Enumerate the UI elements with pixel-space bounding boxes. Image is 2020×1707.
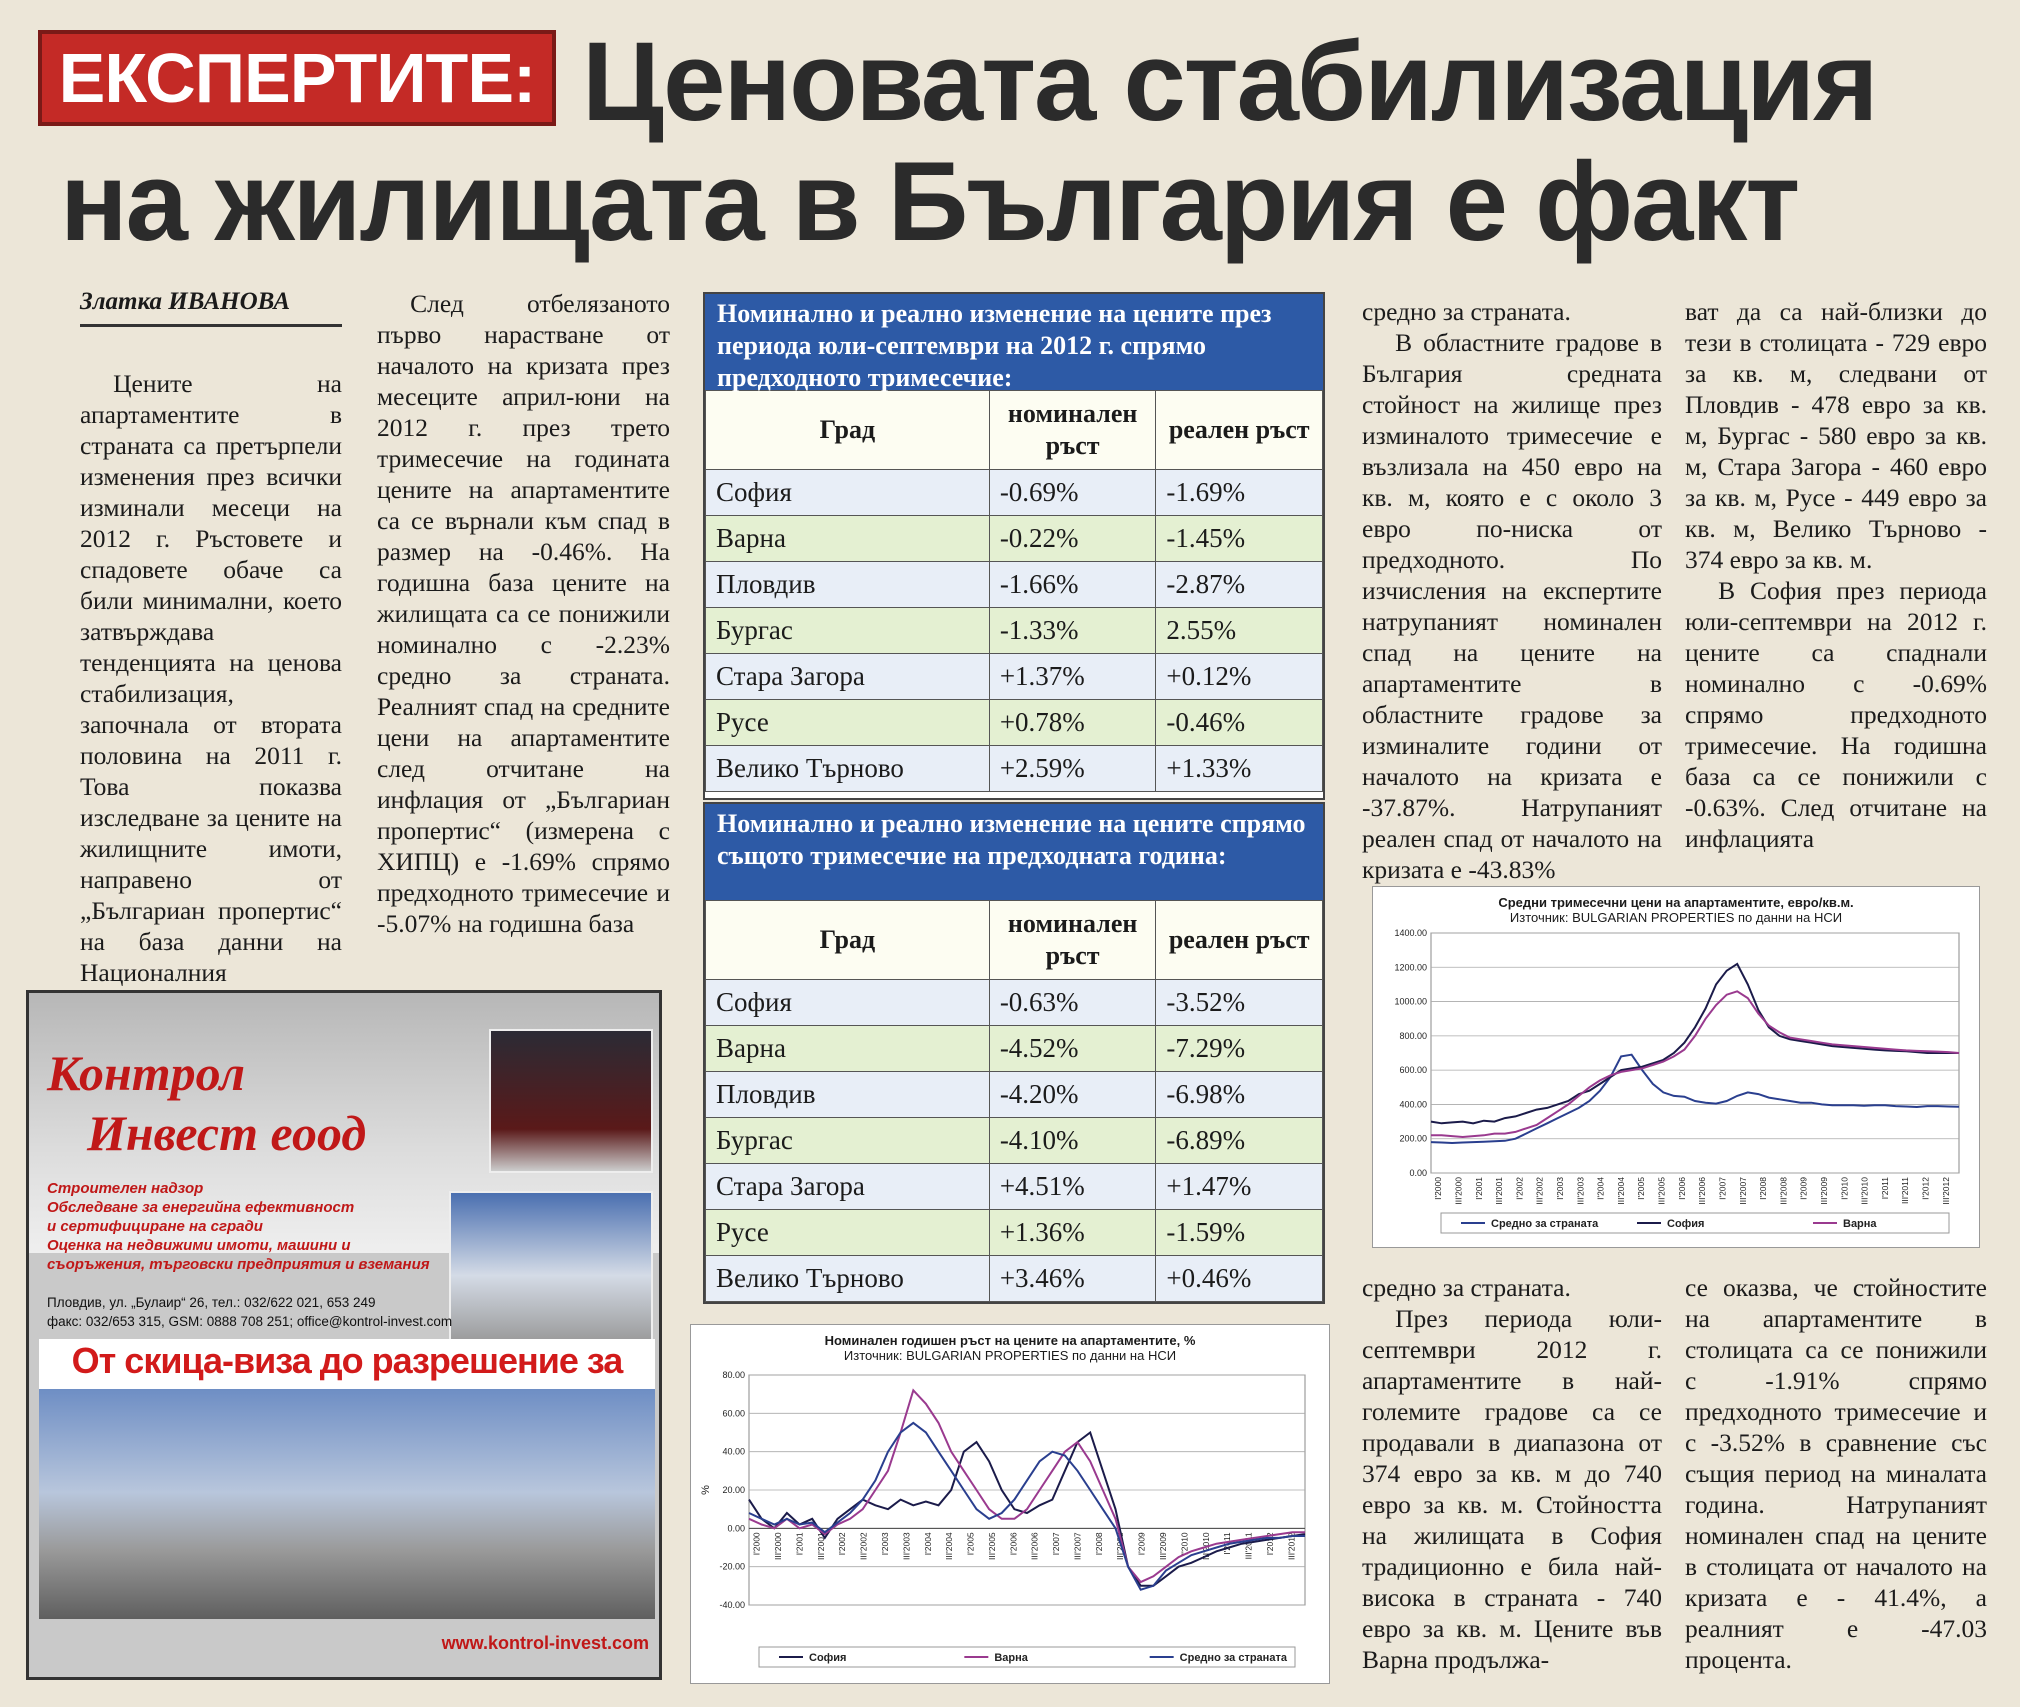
article-paragraph: През периода юли-септември 2012 г. апартаментите в най-големите градове са се продавали в диапазона от 374 евро за кв. м до 740 евро за кв. м. Стойността на жилищата в София традиционно е била най-висока в страната - 740 евро за кв. м. Цените във Варна продължа- xyxy=(1362,1304,1662,1674)
cell-real: +0.12% xyxy=(1156,654,1323,700)
article-column-1 xyxy=(80,368,342,1050)
col-header-city: Град xyxy=(706,901,990,980)
x-tick-label: III'2007 xyxy=(1072,1532,1083,1560)
cell-real: -7.29% xyxy=(1156,1026,1323,1072)
ad-service-item: Оценка на недвижими имоти, машини и xyxy=(47,1237,351,1254)
ad-photo-showroom xyxy=(489,1029,653,1173)
x-tick-label: I'2011 xyxy=(1879,1177,1890,1200)
x-tick-label: I'2002 xyxy=(1514,1177,1525,1200)
x-tick-label: I'2009 xyxy=(1136,1532,1147,1556)
ad-service-item: и сертифициране на сгради xyxy=(47,1218,263,1235)
article-paragraph: ват да са най-близки до тези в столицата - 729 евро за кв. м, следвани от Пловдив - 478 евро за кв. м, Бургас - 580 евро за кв. м, Стара Загора - 460 евро за кв. м, Русе - 449 евро за кв. м, Велико Търново - 374 евро за кв. м. xyxy=(1685,297,1987,574)
cell-real: -1.59% xyxy=(1156,1210,1323,1256)
y-tick-label: 800.00 xyxy=(1399,1030,1427,1041)
y-tick-label: -20.00 xyxy=(719,1561,745,1572)
col-header-nominal: номинален ръст xyxy=(989,391,1156,470)
cell-nominal: +2.59% xyxy=(989,746,1156,792)
header-tag: ЕКСПЕРТИТЕ: xyxy=(38,30,556,126)
x-tick-label: I'2006 xyxy=(1008,1532,1019,1556)
x-tick-label: I'2004 xyxy=(922,1532,933,1556)
x-tick-label: III'2003 xyxy=(901,1532,912,1560)
x-tick-label: I'2001 xyxy=(1473,1177,1484,1200)
table-row xyxy=(706,562,1323,608)
x-tick-label: I'2009 xyxy=(1798,1177,1809,1200)
cell-city: Велико Търново xyxy=(706,746,990,792)
cell-nominal: +1.37% xyxy=(989,654,1156,700)
article-column-2 xyxy=(377,288,670,939)
x-tick-label: III'2008 xyxy=(1778,1177,1789,1205)
article-paragraph: В София през периода юли-септември на 2012 г. цените са спаднали номинално с -0.69% спрямо предходното тримесечие. На годишна база са се понижили с -0.63%. След отчитане на инфлацията xyxy=(1685,576,1987,853)
legend-label: Средно за страната xyxy=(1491,1218,1599,1230)
x-tick-label: I'2007 xyxy=(1717,1177,1728,1200)
y-tick-label: 400.00 xyxy=(1399,1099,1427,1110)
cell-city: Русе xyxy=(706,1210,990,1256)
cell-city: Бургас xyxy=(706,1118,990,1164)
x-tick-label: III'2008 xyxy=(1115,1532,1126,1560)
x-tick-label: III'2003 xyxy=(1575,1177,1586,1205)
ad-logo-line: Контрол xyxy=(47,1045,246,1101)
ad-photo-office xyxy=(39,1389,655,1619)
x-tick-label: III'2006 xyxy=(1029,1532,1040,1560)
table-row xyxy=(706,608,1323,654)
x-tick-label: III'2012 xyxy=(1286,1532,1297,1560)
y-tick-label: 0.00 xyxy=(1409,1168,1427,1178)
x-tick-label: III'2010 xyxy=(1200,1532,1211,1560)
table-row xyxy=(706,516,1323,562)
cell-real: -1.45% xyxy=(1156,516,1323,562)
x-tick-label: III'2010 xyxy=(1859,1177,1870,1205)
article-paragraph: В областните градове в България средната стойност на жилище през изминалото тримесечие е възлизала на 450 евро на кв. м, която е с около 3 евро по-ниска от предходното. По изчисления на експертите натрупаният номинален спад на цените на апартаментите в областните градове за изминалите години от началото на кризата е -37.87%. Натрупаният реален спад от началото на кризата е -43.83% xyxy=(1362,328,1662,884)
x-tick-label: I'2003 xyxy=(1555,1177,1565,1200)
article-paragraph: След отбелязаното първо нарастване от началото на кризата през месеците април-юни на 2012 г. през трето тримесечие на годината цените на апартаментите са се върнали към спад в размер на -0.46%. На годишна база цените на жилищата са се понижили номинално с -2.23% средно за страната. Реалният спад на средните цени на апартаментите след отчитане на инфлация от „Българиан пропертис“ (измерена с ХИПЦ) е -1.69% спрямо предходното тримесечие и -5.07% на годишна база xyxy=(377,289,670,938)
ad-service-item: съоръжения, търговски предприятия и вземания xyxy=(47,1256,430,1273)
article-column-6 xyxy=(1685,1272,1987,1675)
legend-label: Средно за страната xyxy=(1179,1652,1287,1664)
cell-real: -2.87% xyxy=(1156,562,1323,608)
x-tick-label: III'2000 xyxy=(1453,1177,1464,1205)
col-header-nominal: номинален ръст xyxy=(989,901,1156,980)
x-tick-label: I'2005 xyxy=(965,1532,976,1556)
table-row xyxy=(706,1072,1323,1118)
article-paragraph: Цените на апартаментите в страната са претърпели изменения през всички изминали месеци на 2012 г. Ръстовете и спадовете обаче са били минимални, което затвърждава тенденцията на ценова стабилизация, започнала от втората половина на 2011 г. Това показва изследване за цените на жилищните имоти, направено от „Българиан пропертис“ на база данни на Националния xyxy=(80,369,342,987)
cell-nominal: +1.36% xyxy=(989,1210,1156,1256)
author-byline: Златка ИВАНОВА xyxy=(80,288,291,315)
cell-real: -1.69% xyxy=(1156,470,1323,516)
table-row xyxy=(706,980,1323,1026)
x-tick-label: I'2004 xyxy=(1595,1177,1606,1200)
x-tick-label: I'2012 xyxy=(1264,1532,1275,1556)
data-table xyxy=(705,900,1323,1302)
x-tick-label: III'2001 xyxy=(815,1532,826,1560)
x-tick-label: III'2012 xyxy=(1940,1177,1951,1205)
x-tick-label: I'2006 xyxy=(1676,1177,1687,1200)
x-tick-label: III'2002 xyxy=(858,1532,869,1560)
cell-city: Пловдив xyxy=(706,1072,990,1118)
cell-real: -6.89% xyxy=(1156,1118,1323,1164)
y-tick-label: 60.00 xyxy=(722,1408,745,1419)
x-tick-label: III'2005 xyxy=(1656,1177,1667,1205)
ad-service-item: Обследване за енергийна ефективност xyxy=(47,1199,355,1216)
x-tick-label: III'2001 xyxy=(1494,1177,1505,1205)
y-tick-label: 1000.00 xyxy=(1394,996,1427,1007)
table-yearly-change xyxy=(703,802,1325,1304)
x-tick-label: III'2000 xyxy=(773,1532,784,1560)
x-tick-label: III'2004 xyxy=(944,1532,955,1560)
cell-city: Варна xyxy=(706,1026,990,1072)
plot-area xyxy=(1431,933,1959,1173)
author-divider xyxy=(80,324,342,327)
article-paragraph: средно за страната. xyxy=(1362,1273,1571,1302)
legend-label: Варна xyxy=(994,1652,1028,1664)
cell-city: Бургас xyxy=(706,608,990,654)
chart-title: Средни тримесечни цени на апартаментите, евро/кв.м. xyxy=(1498,895,1854,910)
chart-title: Номинален годишен ръст на цените на апартаментите, % xyxy=(824,1333,1196,1348)
article-column-4 xyxy=(1685,296,1987,854)
x-tick-label: I'2001 xyxy=(794,1532,805,1556)
cell-city: Велико Търново xyxy=(706,1256,990,1302)
legend-label: София xyxy=(809,1652,847,1664)
chart-annual-growth xyxy=(690,1324,1330,1684)
table-row xyxy=(706,1026,1323,1072)
chart-source: Източник: BULGARIAN PROPERTIES по данни на НСИ xyxy=(843,1348,1177,1363)
y-tick-label: 80.00 xyxy=(722,1370,745,1380)
x-tick-label: I'2010 xyxy=(1179,1532,1190,1556)
cell-city: Русе xyxy=(706,700,990,746)
cell-nominal: -0.69% xyxy=(989,470,1156,516)
x-tick-label: I'2000 xyxy=(1433,1177,1444,1200)
y-tick-label: 1400.00 xyxy=(1394,928,1427,938)
article-column-3 xyxy=(1362,296,1662,885)
cell-nominal: -4.52% xyxy=(989,1026,1156,1072)
cell-real: +0.46% xyxy=(1156,1256,1323,1302)
ad-service-item: Строителен надзор xyxy=(47,1180,204,1197)
cell-nominal: +4.51% xyxy=(989,1164,1156,1210)
y-axis-label: % xyxy=(700,1485,712,1495)
x-tick-label: I'2002 xyxy=(837,1532,848,1556)
x-tick-label: I'2007 xyxy=(1051,1532,1062,1556)
x-tick-label: III'2006 xyxy=(1697,1177,1708,1205)
x-tick-label: III'2005 xyxy=(986,1532,997,1560)
table-row xyxy=(706,746,1323,792)
cell-city: София xyxy=(706,980,990,1026)
table-row xyxy=(706,1118,1323,1164)
ad-phone-email: факс: 032/653 315, GSM: 0888 708 251; office@kontrol-invest.com xyxy=(47,1314,453,1329)
cell-city: Варна xyxy=(706,516,990,562)
x-tick-label: I'2003 xyxy=(880,1532,890,1556)
x-tick-label: I'2010 xyxy=(1839,1177,1850,1200)
table-caption: Номинално и реално изменение на цените спрямо същото тримесечие на предходната година: xyxy=(705,804,1323,900)
ad-photo-building xyxy=(449,1191,653,1345)
ad-logo-line: Инвест еоод xyxy=(87,1105,367,1161)
cell-real: -3.52% xyxy=(1156,980,1323,1026)
y-tick-label: 1200.00 xyxy=(1394,962,1427,973)
cell-city: Пловдив xyxy=(706,562,990,608)
chart-plot xyxy=(1373,925,1979,1245)
table-row xyxy=(706,700,1323,746)
table-row xyxy=(706,470,1323,516)
headline-line-2: на жилищата в България е факт xyxy=(60,139,1799,264)
headline-line-1: Ценовата стабилизация xyxy=(582,19,1877,144)
legend-label: София xyxy=(1667,1218,1705,1230)
cell-real: +1.33% xyxy=(1156,746,1323,792)
ad-website-link[interactable]: www.kontrol-invest.com xyxy=(441,1633,649,1653)
y-tick-label: 200.00 xyxy=(1399,1133,1427,1144)
chart-source: Източник: BULGARIAN PROPERTIES по данни на НСИ xyxy=(1509,910,1843,925)
article-column-5 xyxy=(1362,1272,1662,1675)
x-tick-label: III'2007 xyxy=(1737,1177,1748,1205)
table-row xyxy=(706,654,1323,700)
col-header-real: реален ръст xyxy=(1156,391,1323,470)
x-tick-label: I'2012 xyxy=(1920,1177,1931,1200)
advertisement xyxy=(26,990,662,1680)
table-row xyxy=(706,1256,1323,1302)
cell-real: 2.55% xyxy=(1156,608,1323,654)
x-tick-label: III'2009 xyxy=(1819,1177,1829,1205)
x-tick-label: I'2005 xyxy=(1636,1177,1647,1200)
ad-contact xyxy=(47,1293,467,1331)
cell-nominal: -4.10% xyxy=(989,1118,1156,1164)
legend-label: Варна xyxy=(1843,1218,1877,1230)
cell-nominal: -1.66% xyxy=(989,562,1156,608)
article-paragraph: се оказва, че стойностите на апартаментите в столицата са се понижили с -1.91% спрямо предходното тримесечие и с -3.52% в сравнение със същия период на миналата година. Натрупаният номинален спад на цените в столицата от началото на кризата е - 41.4%, а реалният е -47.03 процента. xyxy=(1685,1273,1987,1674)
x-tick-label: I'2008 xyxy=(1093,1532,1104,1556)
x-tick-label: I'2000 xyxy=(751,1532,762,1556)
cell-nominal: +0.78% xyxy=(989,700,1156,746)
table-row xyxy=(706,1210,1323,1256)
cell-city: София xyxy=(706,470,990,516)
y-tick-label: -40.00 xyxy=(719,1600,745,1610)
cell-nominal: -0.63% xyxy=(989,980,1156,1026)
ad-services xyxy=(47,1179,467,1274)
y-tick-label: 0.00 xyxy=(727,1523,745,1534)
chart-plot xyxy=(691,1363,1329,1681)
y-tick-label: 600.00 xyxy=(1399,1065,1427,1076)
x-tick-label: III'2011 xyxy=(1900,1177,1911,1204)
cell-nominal: -4.20% xyxy=(989,1072,1156,1118)
table-quarterly-change xyxy=(703,292,1325,800)
y-tick-label: 40.00 xyxy=(722,1446,745,1457)
cell-real: -0.46% xyxy=(1156,700,1323,746)
cell-real: -6.98% xyxy=(1156,1072,1323,1118)
cell-nominal: -1.33% xyxy=(989,608,1156,654)
col-header-real: реален ръст xyxy=(1156,901,1323,980)
data-table xyxy=(705,390,1323,792)
y-tick-label: 20.00 xyxy=(722,1485,745,1495)
x-tick-label: I'2011 xyxy=(1222,1532,1233,1555)
cell-city: Стара Загора xyxy=(706,1164,990,1210)
ad-slogan: От скица-виза до разрешение за xyxy=(39,1339,655,1427)
ad-address: Пловдив, ул. „Булаир“ 26, тел.: 032/622 021, 653 249 xyxy=(47,1295,376,1310)
table-row xyxy=(706,1164,1323,1210)
x-tick-label: III'2011 xyxy=(1243,1532,1254,1560)
cell-city: Стара Загора xyxy=(706,654,990,700)
ad-logo xyxy=(47,1043,366,1163)
cell-nominal: -0.22% xyxy=(989,516,1156,562)
x-tick-label: III'2002 xyxy=(1534,1177,1545,1205)
chart-average-prices xyxy=(1372,886,1980,1248)
article-paragraph: средно за страната. xyxy=(1362,297,1571,326)
x-tick-label: I'2008 xyxy=(1758,1177,1769,1200)
col-header-city: Град xyxy=(706,391,990,470)
x-tick-label: III'2009 xyxy=(1158,1532,1168,1560)
cell-nominal: +3.46% xyxy=(989,1256,1156,1302)
cell-real: +1.47% xyxy=(1156,1164,1323,1210)
x-tick-label: III'2004 xyxy=(1615,1177,1626,1205)
table-caption: Номинално и реално изменение на цените през периода юли-септември на 2012 г. спрямо предходното тримесечие: xyxy=(705,294,1323,390)
